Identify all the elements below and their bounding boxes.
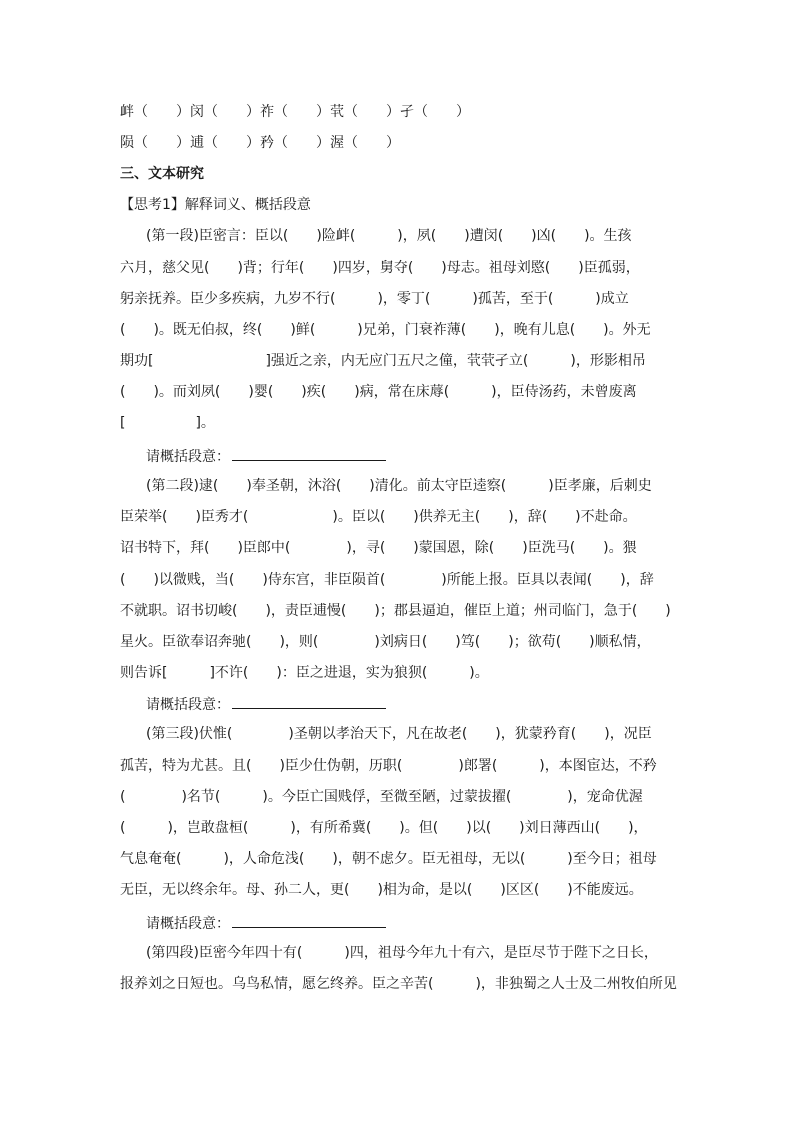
- summary-blank-3[interactable]: [232, 913, 386, 928]
- section-heading: 三、文本研究: [120, 166, 204, 182]
- summary-prompt-3: [146, 913, 386, 934]
- summary-prompt-2: [146, 694, 386, 715]
- para2-line-2: 臣荣举( )臣秀才( )。臣以( )供养无主( )，辞( )不赴命。: [120, 509, 637, 525]
- summary-blank-1[interactable]: [232, 446, 386, 461]
- para3-line-6: 无臣，无以终余年。母、孙二人，更( )相为命，是以( )区区( )不能废远。: [120, 882, 643, 898]
- para1-line-7: [ ]。: [120, 415, 215, 431]
- para1-line-3: 躬亲抚养。臣少多疾病，九岁不行( )，零丁( )孤苦，至于( )成立: [120, 291, 629, 307]
- para1-line-5: 期功[ ]强近之亲，内无应门五尺之僮，茕茕孑立( )，形影相吊: [120, 353, 646, 369]
- pinyin-row-2: 陨（ ）逋（ ）矜（ ）渥（ ）: [120, 135, 400, 151]
- para4-line-1: (第四段)臣密今年四十有( )四，祖母今年九十有六，是臣尽节于陛下之日长，: [146, 945, 658, 961]
- pinyin-row-1: 衅（ ）闵（ ）祚（ ）茕（ ）孑（ ）: [120, 104, 470, 120]
- para2-line-5: 不就职。诏书切峻( )，责臣逋慢( )；郡县逼迫，催臣上道；州司临门，急于( ): [120, 603, 671, 619]
- summary-label-1: 请概括段意：: [146, 449, 230, 465]
- para1-line-2: 六月，慈父见( )背；行年( )四岁，舅夺( )母志。祖母刘愍( )臣孤弱，: [120, 260, 640, 276]
- summary-prompt-1: [146, 446, 386, 467]
- summary-label-2: 请概括段意：: [146, 697, 230, 713]
- para1-line-1: (第一段)臣密言：臣以( )险衅( )，夙( )遭闵( )凶( )。生孩: [146, 228, 632, 244]
- task-heading: 【思考1】解释词义、概括段意: [120, 197, 311, 213]
- para3-line-4: ( )，岂敢盘桓( )，有所希冀( )。但( )以( )刘日薄西山( )，: [120, 820, 648, 836]
- para2-line-7: 则告诉[ ]不许( )：臣之进退，实为狼狈( )。: [120, 665, 489, 681]
- para3-line-2: 孤苦，特为尤甚。且( )臣少仕伪朝，历职( )郎署( )，本图宦达，不矜: [120, 758, 657, 774]
- para4-line-2: 报养刘之日短也。乌鸟私情，愿乞终养。臣之辛苦( )，非独蜀之人士及二州牧伯所见: [120, 976, 677, 992]
- para2-line-4: ( )以微贱，当( )侍东宫，非臣陨首( )所能上报。臣具以表闻( )，辞: [120, 572, 654, 588]
- para3-line-3: ( )名节( )。今臣亡国贱俘，至微至陋，过蒙拔擢( )，宠命优渥: [120, 789, 643, 805]
- para2-line-3: 诏书特下，拜( )臣郎中( )，寻( )蒙国恩，除( )臣洗马( )。猥: [120, 540, 637, 556]
- para3-line-5: 气息奄奄( )，人命危浅( )，朝不虑夕。臣无祖母，无以( )至今日；祖母: [120, 851, 657, 867]
- summary-label-3: 请概括段意：: [146, 916, 230, 932]
- para2-line-6: 星火。臣欲奉诏奔驰( )，则( )刘病日( )笃( )；欲苟( )顺私情，: [120, 634, 651, 650]
- para1-line-4: ( )。既无伯叔，终( )鲜( )兄弟，门衰祚薄( )，晚有儿息( )。外无: [120, 322, 651, 338]
- para1-line-6: ( )。而刘夙( )婴( )疾( )病，常在床蓐( )，臣侍汤药，未曾废离: [120, 384, 637, 400]
- summary-blank-2[interactable]: [232, 694, 386, 709]
- para3-line-1: (第三段)伏惟( )圣朝以孝治天下，凡在故老( )，犹蒙矜育( )，况臣: [146, 726, 652, 742]
- para2-line-1: (第二段)逮( )奉圣朝，沐浴( )清化。前太守臣逵察( )臣孝廉，后刺史: [146, 478, 652, 494]
